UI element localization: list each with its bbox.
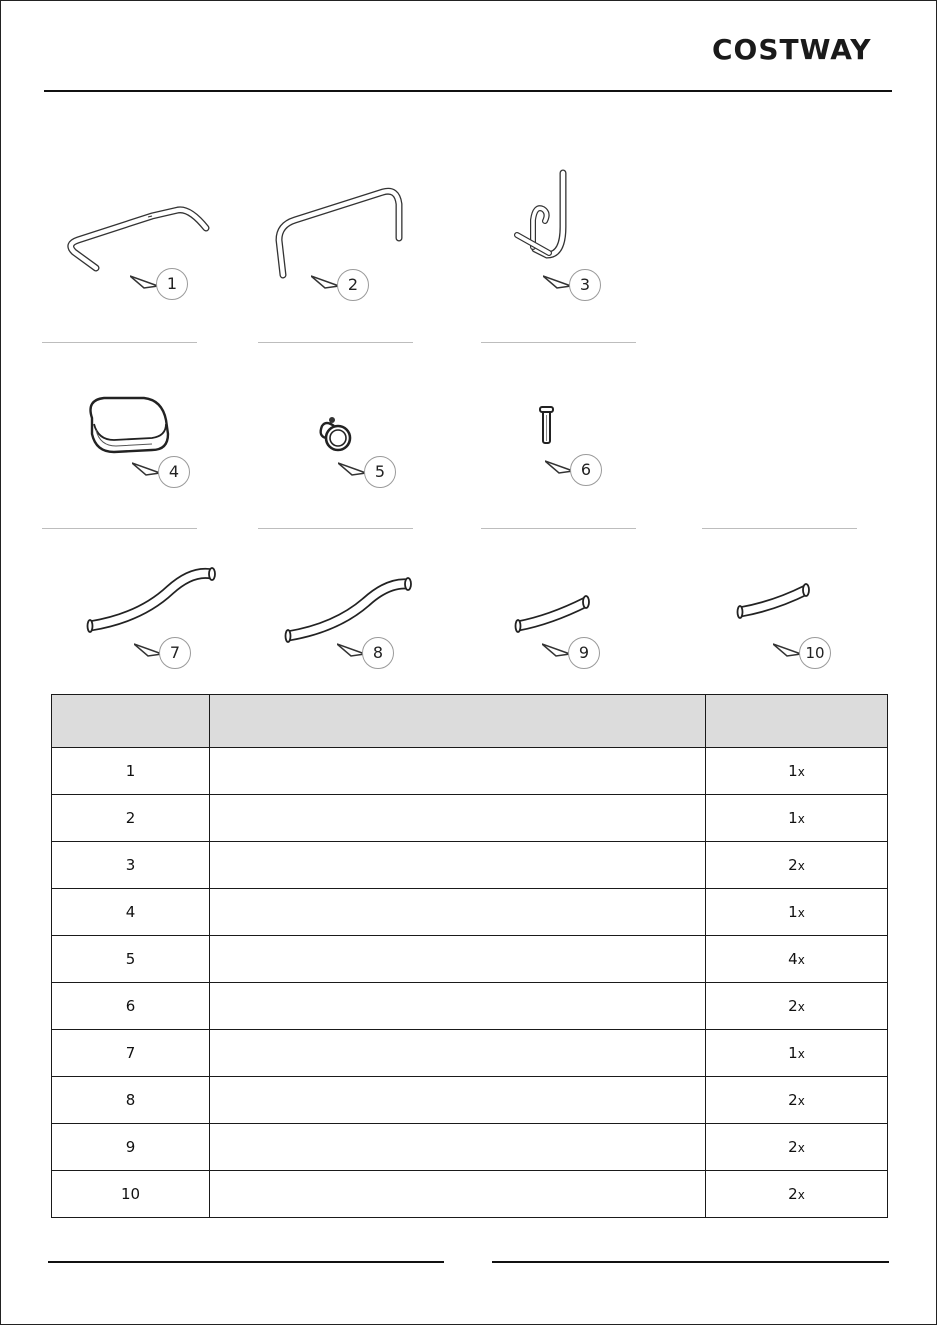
part-number: 5 xyxy=(52,936,210,983)
part-quantity xyxy=(706,748,888,795)
table-row xyxy=(52,1171,888,1218)
brand-logo: COSTWAY xyxy=(712,33,872,66)
part-quantity xyxy=(706,1171,888,1218)
callout-8: 8 xyxy=(362,637,394,669)
callout-1: 1 xyxy=(156,268,188,300)
quantity-unit: x xyxy=(797,1000,805,1014)
table-row xyxy=(52,889,888,936)
header-description xyxy=(210,695,706,748)
part-description xyxy=(210,1124,706,1171)
footer-rule-right xyxy=(492,1261,889,1263)
part-description xyxy=(210,1077,706,1124)
part-2-illustration xyxy=(265,180,415,280)
part-description xyxy=(210,889,706,936)
part-5-illustration xyxy=(310,410,360,460)
header-quantity xyxy=(706,695,888,748)
quantity-unit: x xyxy=(797,1047,805,1061)
part-quantity xyxy=(706,1124,888,1171)
part-quantity xyxy=(706,842,888,889)
shelf-line xyxy=(481,528,636,529)
part-quantity xyxy=(706,983,888,1030)
part-1-illustration xyxy=(60,200,220,280)
part-description xyxy=(210,842,706,889)
quantity-unit: x xyxy=(797,859,805,873)
part-4-illustration xyxy=(82,390,174,460)
footer-rule-left xyxy=(48,1261,444,1263)
callout-5: 5 xyxy=(364,456,396,488)
quantity-unit: x xyxy=(797,1094,805,1108)
part-number: 4 xyxy=(52,889,210,936)
table-row xyxy=(52,1077,888,1124)
quantity-value: 1 xyxy=(788,903,798,921)
table-header-row xyxy=(52,695,888,748)
table-row xyxy=(52,795,888,842)
part-quantity xyxy=(706,1077,888,1124)
part-quantity xyxy=(706,1030,888,1077)
quantity-value: 2 xyxy=(788,1185,798,1203)
part-9-illustration xyxy=(510,592,600,636)
table-row xyxy=(52,936,888,983)
quantity-unit: x xyxy=(797,953,805,967)
callout-2: 2 xyxy=(337,269,369,301)
part-number: 7 xyxy=(52,1030,210,1077)
part-10-illustration xyxy=(732,580,822,624)
shelf-line xyxy=(42,342,197,343)
shelf-line xyxy=(42,528,197,529)
shelf-line xyxy=(702,528,857,529)
part-description xyxy=(210,983,706,1030)
callout-9: 9 xyxy=(568,637,600,669)
callout-4: 4 xyxy=(158,456,190,488)
part-description xyxy=(210,936,706,983)
quantity-value: 2 xyxy=(788,1091,798,1109)
part-description xyxy=(210,795,706,842)
quantity-value: 4 xyxy=(788,950,798,968)
quantity-unit: x xyxy=(797,906,805,920)
callout-10: 10 xyxy=(799,637,831,669)
callout-6: 6 xyxy=(570,454,602,486)
quantity-unit: x xyxy=(797,812,805,826)
part-description xyxy=(210,1030,706,1077)
part-number: 1 xyxy=(52,748,210,795)
table-row xyxy=(52,748,888,795)
callout-7: 7 xyxy=(159,637,191,669)
shelf-line xyxy=(481,342,636,343)
part-number: 3 xyxy=(52,842,210,889)
parts-list-table xyxy=(51,694,888,1218)
part-quantity xyxy=(706,889,888,936)
part-quantity xyxy=(706,936,888,983)
part-3-illustration xyxy=(505,165,585,270)
quantity-value: 2 xyxy=(788,856,798,874)
table-row xyxy=(52,842,888,889)
table-row xyxy=(52,1030,888,1077)
table-row xyxy=(52,1124,888,1171)
header-rule xyxy=(44,90,892,92)
quantity-value: 1 xyxy=(788,1044,798,1062)
part-8-illustration xyxy=(278,570,423,650)
shelf-line xyxy=(258,342,413,343)
part-7-illustration xyxy=(80,560,225,640)
callout-3: 3 xyxy=(569,269,601,301)
quantity-value: 2 xyxy=(788,997,798,1015)
part-number: 10 xyxy=(52,1171,210,1218)
part-number: 2 xyxy=(52,795,210,842)
quantity-value: 1 xyxy=(788,809,798,827)
quantity-value: 1 xyxy=(788,762,798,780)
quantity-unit: x xyxy=(797,765,805,779)
part-6-illustration xyxy=(535,405,559,449)
quantity-value: 2 xyxy=(788,1138,798,1156)
header-part-number xyxy=(52,695,210,748)
part-number: 6 xyxy=(52,983,210,1030)
shelf-line xyxy=(258,528,413,529)
quantity-unit: x xyxy=(797,1188,805,1202)
quantity-unit: x xyxy=(797,1141,805,1155)
part-description xyxy=(210,1171,706,1218)
part-description xyxy=(210,748,706,795)
table-row xyxy=(52,983,888,1030)
part-number: 9 xyxy=(52,1124,210,1171)
part-number: 8 xyxy=(52,1077,210,1124)
part-quantity xyxy=(706,795,888,842)
